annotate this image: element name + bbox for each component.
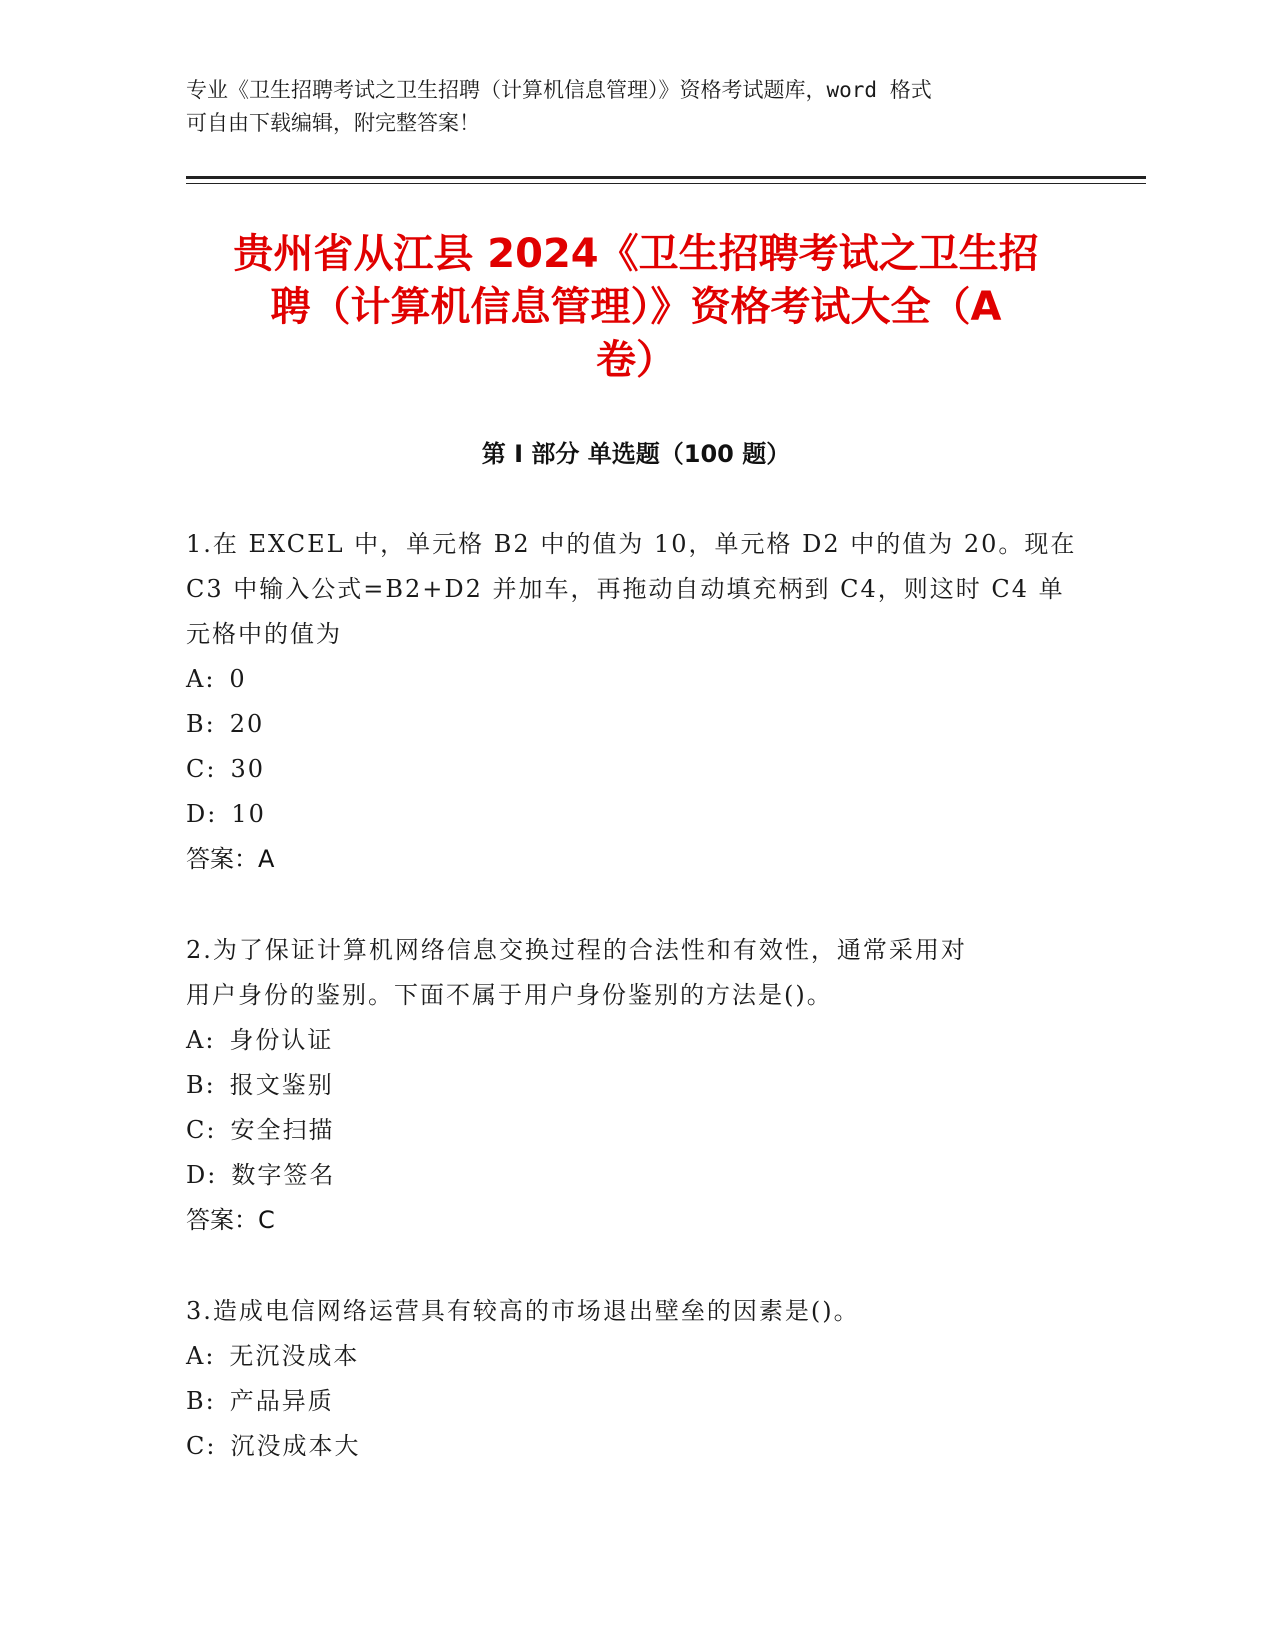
option-text: 安全扫描 [230,1116,335,1144]
document-title-line-1: 贵州省从江县 2024《卫生招聘考试之卫生招 [233,231,1039,277]
question-1-option-c [186,747,1086,792]
question-stem-line: 元格中的值为 [186,620,342,648]
option-text: 无沉没成本 [229,1342,360,1370]
question-3 [186,1289,1086,1469]
question-3-option-c [186,1424,1086,1469]
question-stem-line: 3.造成电信网络运营具有较高的市场退出壁垒的因素是()。 [186,1297,860,1325]
question-stem-line: 1.在 EXCEL 中，单元格 B2 中的值为 10，单元格 D2 中的值为 20。现在 [186,530,1077,558]
option-label: B: [186,1387,216,1415]
option-label: D: [186,1161,218,1189]
question-1-option-b [186,702,1086,747]
option-label: A: [186,1026,216,1054]
option-label: A: [186,1342,216,1370]
question-stem-line: 用户身份的鉴别。下面不属于用户身份鉴别的方法是()。 [186,981,833,1009]
option-label: A: [186,665,216,693]
option-text: 报文鉴别 [229,1071,334,1099]
question-1 [186,522,1086,882]
question-2-answer: 答案：C [186,1206,275,1234]
option-label: C: [186,1116,217,1144]
question-1-option-a [186,657,1086,702]
option-text: 20 [229,710,265,738]
header-note-line-1: 专业《卫生招聘考试之卫生招聘（计算机信息管理）》资格考试题库，word 格式 [186,78,932,102]
option-text: 身份认证 [229,1026,334,1054]
question-1-stem [186,522,1086,657]
header-note [186,74,1066,140]
option-text: 沉没成本大 [230,1432,361,1460]
option-text: 数字签名 [231,1161,336,1189]
question-2-option-d [186,1153,1086,1198]
option-label: D: [186,800,218,828]
section-title: 第 I 部分 单选题（100 题） [481,440,791,468]
document-title-line-3: 卷） [596,337,676,383]
option-label: C: [186,755,217,783]
question-stem-line: 2.为了保证计算机网络信息交换过程的合法性和有效性，通常采用对 [186,936,967,964]
option-text: 10 [231,800,266,828]
option-label: C: [186,1432,217,1460]
question-2-option-a [186,1018,1086,1063]
option-label: B: [186,1071,216,1099]
question-1-option-d [186,792,1086,837]
question-2-option-b [186,1063,1086,1108]
question-1-answer: 答案：A [186,845,275,873]
question-3-stem [186,1289,1086,1334]
question-2 [186,928,1086,1243]
option-text: 0 [229,665,247,693]
question-3-option-b [186,1379,1086,1424]
header-divider-thick [186,176,1146,179]
header-divider-thin [186,183,1146,184]
option-text: 30 [230,755,265,783]
document-title [186,228,1086,387]
question-2-stem [186,928,1086,1018]
question-2-option-c [186,1108,1086,1153]
header-note-line-2: 可自由下载编辑，附完整答案！ [186,111,480,135]
option-text: 产品异质 [229,1387,334,1415]
question-stem-line: C3 中输入公式=B2+D2 并加车，再拖动自动填充柄到 C4，则这时 C4 单 [186,575,1065,603]
option-label: B: [186,710,216,738]
document-title-line-2: 聘（计算机信息管理）》资格考试大全（A [270,284,1002,330]
question-list [186,522,1086,1515]
question-3-option-a [186,1334,1086,1379]
